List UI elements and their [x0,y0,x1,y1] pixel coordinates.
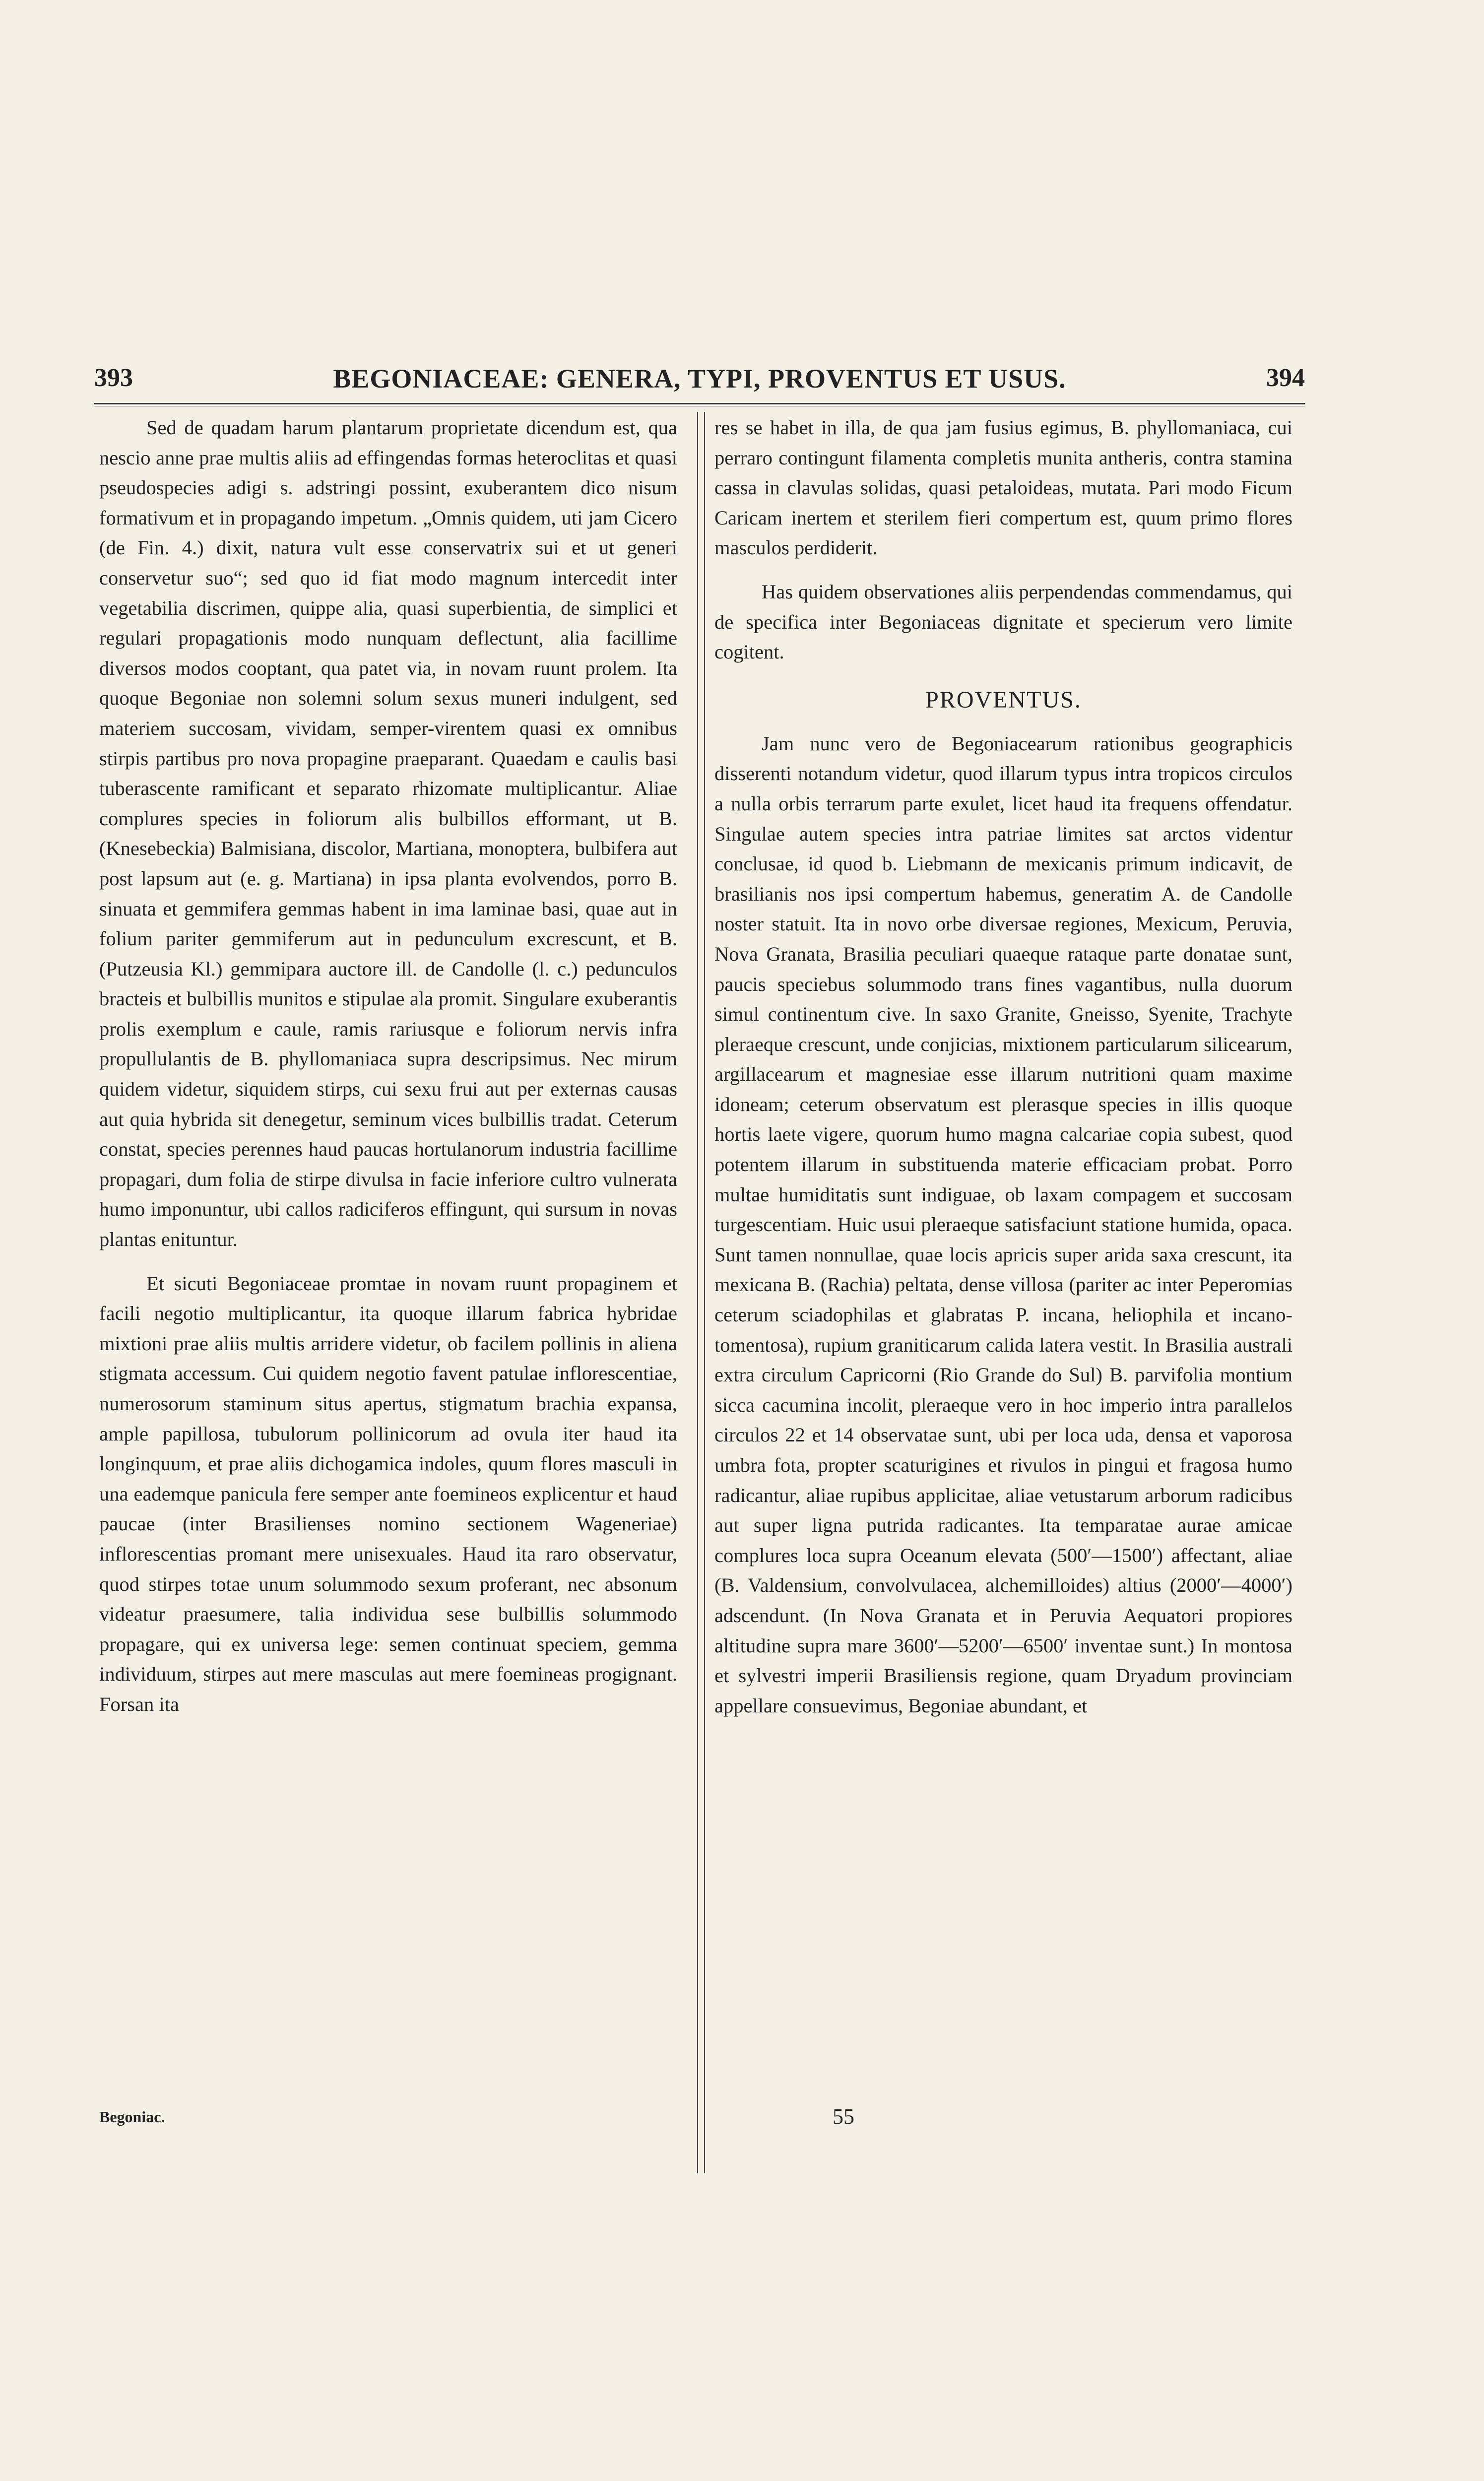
left-paragraph-2: Et sicuti Begoniaceae promtae in novam ruunt propaginem et facili negotio multiplicantur, ita quoque illarum fabrica hybridae mixtioni prae aliis multis arridere videtur, ob facilem pollinis in aliena stigmata accessum. Cui quidem negotio favent patulae inflorescentiae, numerosorum staminum situs apertus, stigmatum brachia expansa, ample papillosa, tubulorum pollinicorum ad ovula iter haud ita longinquum, et prae aliis dichogamica indoles, quum flores masculi in una eademque panicula fere semper ante foemineos explicentur et haud paucae (inter Brasilienses nomino sectionem Wageneriae) inflorescentias promant mere unisexuales. Haud ita raro observatur, quod stirpes totae unum solummodo sexum proferant, nec absonum videatur praesumere, talia individua sese bulbillis solummodo propagare, qui ex universa lege: semen continuat speciem, gemma individuum, stirpes aut mere masculas aut mere foemineas progignant. Forsan ita [99,1272,677,1715]
column-divider [697,412,705,2173]
right-paragraph-1: res se habet in illa, de qua jam fusius egimus, B. phyllomaniaca, cui perraro contingunt filamenta completis munita antheris, contra stamina cassa in clavulas solidas, quasi petaloideas, mutata. Pari modo Ficum Caricam inertem et sterilem fieri compertum est, quum primo flores masculos perdiderit. [714,416,1292,559]
section-heading: PROVENTUS. [925,686,1082,713]
left-column [99,413,677,1720]
running-title: BEGONIACEAE: GENERA, TYPI, PROVENTUS ET USUS. [333,364,1066,393]
right-paragraph-3: Jam nunc vero de Begoniacearum rationibus geographicis disserenti notandum videtur, quod illarum typus intra tropicos circulos a nulla orbis terrarum parte exulet, licet haud ita frequens offendatur. Singulae autem species intra patriae limites sat arctos videntur conclusae, id quod b. Liebmann de mexicanis primum indicavit, de brasilianis nos ipsi compertum habemus, generatim A. de Candolle noster statuit. Ita in novo orbe diversae regiones, Mexicum, Peruvia, Nova Granata, Brasilia peculiari quaeque rataque parte donatae sunt, paucis speciebus solummodo trans fines vagantibus, nulla duorum simul continentum cive. In saxo Granite, Gneisso, Syenite, Trachyte pleraeque crescunt, unde conjicias, mixtionem particularum silicearum, argillacearum et magnesiae esse illarum nutritioni quam maxime idoneam; ceterum observatum est plerasque species in illis quoque hortis laete vigere, quorum humo magna calcariae copia subest, quod potentem illarum in substituenda materie efficaciam probat. Porro multae humiditatis sunt indiguae, ob laxam compagem et succosam turgescentiam. Huic usui pleraeque satisfaciunt statione humida, opaca. Sunt tamen nonnullae, quae locis apricis super arida saxa crescunt, ita mexicana B. (Rachia) peltata, dense villosa (pariter ac inter Peperomias ceterum sciadophilas et glabratas P. incana, heliophila et incano-tomentosa), rupium graniticarum calida latera vestit. In Brasilia australi extra circulum Capricorni (Rio Grande do Sul) B. parvifolia montium sicca cacumina incolit, pleraeque vero in hoc imperio intra parallelos circulos 22 et 14 observatae sunt, ubi per loca uda, densa et vaporosa umbra fota, propter scaturigines et rivulos in pingui et fragosa humo radicantur, aliae rupibus applicitae, aliae vetustarum arborum radicibus aut super ligna putrida radicantes. Ita temparatae aurae amicae complures loca supra Oceanum elevata (500′—1500′) affectant, aliae (B. Valdensium, convolvulacea, alchemilloides) altius (2000′—4000′) adscendunt. (In Nova Granata et in Peruvia Aequatori propiores altitudine supra mare 3600′—5200′—6500′ inventae sunt.) In montosa et sylvestri imperii Brasiliensis regione, quam Dryadum provinciam appellare consuevimus, Begoniae abundant, et [714,732,1292,1717]
page-number-left: 393 [94,364,133,392]
header-rule [94,403,1305,404]
right-paragraph-2: Has quidem observationes aliis perpendendas commendamus, qui de specifica inter Begoniaceas dignitate et specierum vero limite cogitent. [714,580,1292,663]
left-paragraph-1: Sed de quadam harum plantarum proprietate dicendum est, qua nescio anne prae multis aliis ad effingendas formas heteroclitas et quasi pseudospecies adigi s. adstringi possint, exuberantem dico nisum formativum et in propagando impetum. „Omnis quidem, uti jam Cicero (de Fin. 4.) dixit, natura vult esse conservatrix sui et ut generi conservetur suo“; sed quo id fiat modo magnum intercedit inter vegetabilia discrimen, quippe alia, quasi superbientia, de simplici et regulari propagationis modo nunquam deflectunt, alia facillime diversos modos cooptant, qua patet via, in novam ruunt prolem. Ita quoque Begoniae non solemni solum sexus muneri indulgent, sed materiem succosam, vividam, semper-virentem quasi ex omnibus stirpis partibus pro nova propagine praeparant. Quaedam e caulis basi tuberascente ramificant et separato rhizomate multiplicantur. Aliae complures species in foliorum alis bulbillos efformant, ut B. (Knesebeckia) Balmisiana, discolor, Martiana, monoptera, bulbifera aut post lapsum aut (e. g. Martiana) in ipsa planta evolvendos, porro B. sinuata et gemmifera gemmas habent in ima laminae basi, quae aut in folium pariter gemmiferum aut in pedunculum excrescunt, et B. (Putzeusia Kl.) gemmipara auctore ill. de Candolle (l. c.) pedunculos bracteis et bulbillis munitos e stipulae ala promit. Singulare exuberantis prolis exemplum e caule, ramis rariusque e foliorum nervis infra propullulantis de B. phyllomaniaca supra descripsimus. Nec mirum quidem videtur, siquidem stirps, cui sexu frui aut per externas causas aut quia hybrida sit denegetur, seminum vices bulbillis tradat. Ceterum constat, species perennes haud paucas hortulanorum industria facillime propagari, dum folia de stirpe divulsa in facie inferiore cultro vulnerata humo imponuntur, ubi callos radiciferos effingunt, qui sursum in novas plantas enituntur. [99,416,677,1251]
right-column [714,413,1292,1721]
running-header [94,363,1305,398]
sheet-number: 55 [833,2104,854,2129]
page-number-right: 394 [1266,364,1305,392]
printer-signature: Begoniac. [99,2108,165,2126]
